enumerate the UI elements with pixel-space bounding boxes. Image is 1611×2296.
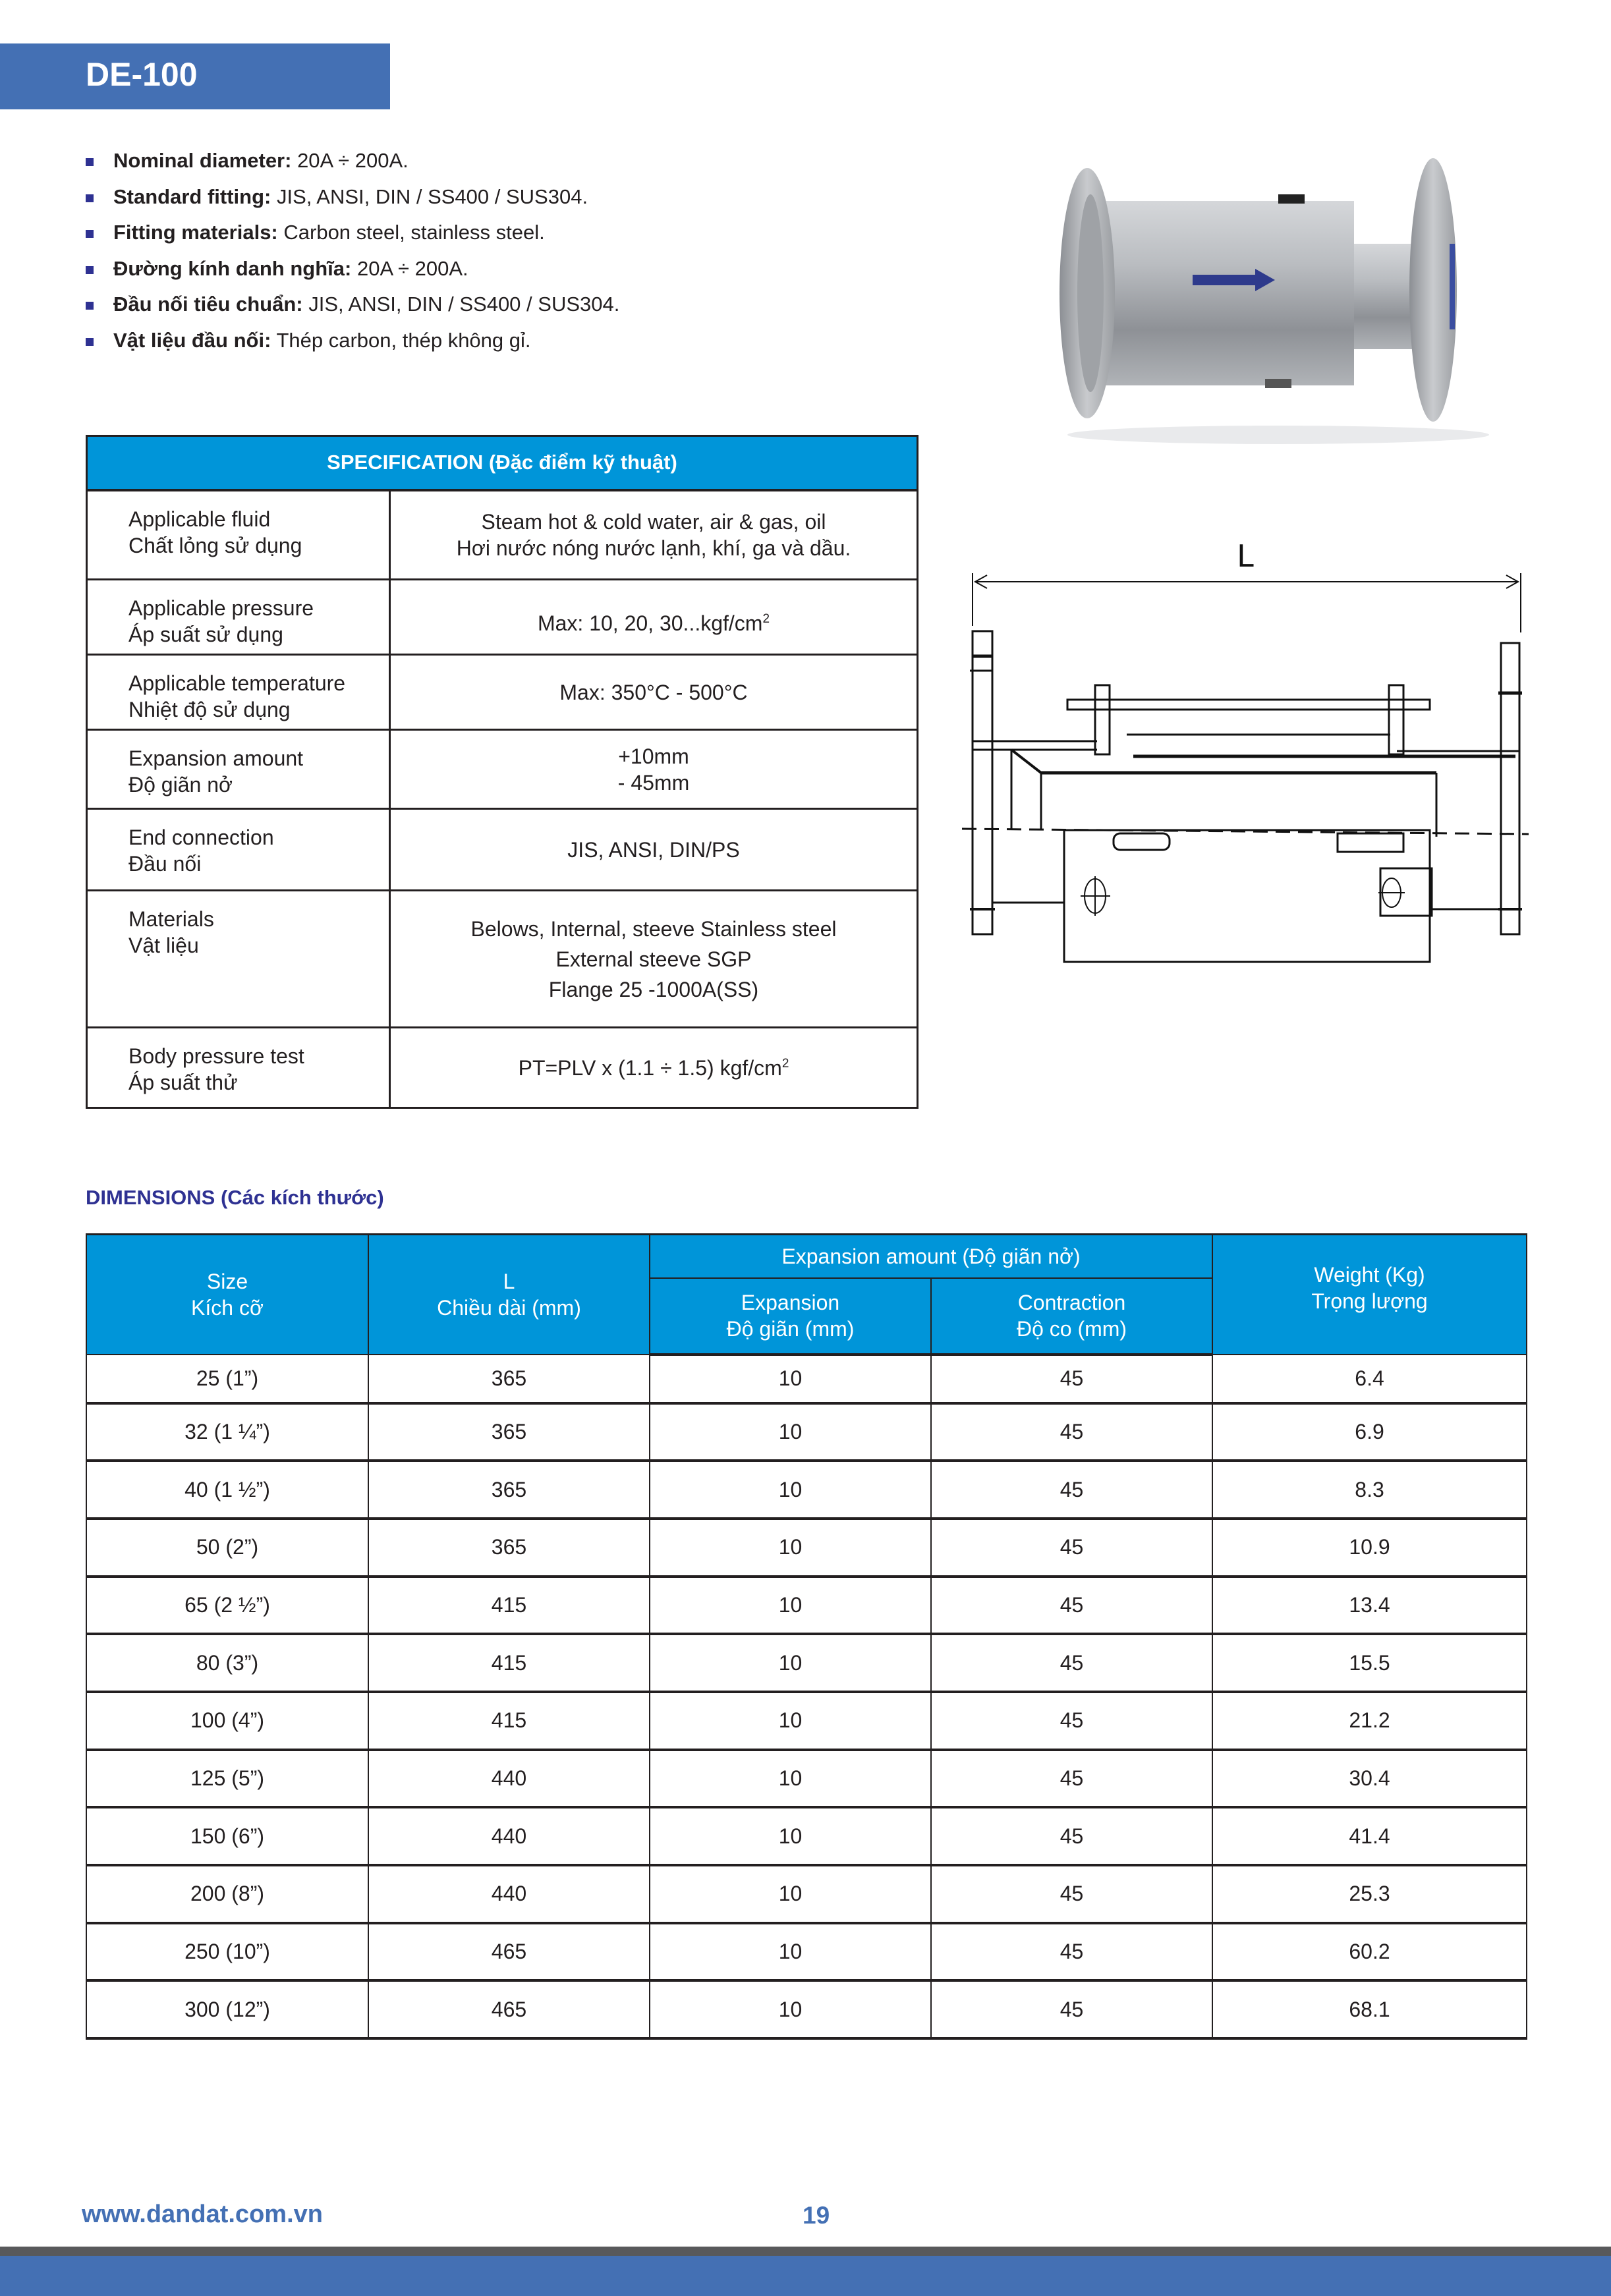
bullet-square-icon <box>86 194 94 202</box>
table-cell: 365 <box>368 1461 650 1519</box>
table-cell: 365 <box>368 1403 650 1461</box>
page-number: 19 <box>803 2202 830 2229</box>
website-link[interactable]: www.dandat.com.vn <box>82 2200 323 2228</box>
table-cell: 60.2 <box>1212 1923 1527 1981</box>
spec-row: Expansion amount Độ giãn nở +10mm - 45mm <box>87 730 918 809</box>
table-cell: 40 (1 ½”) <box>86 1461 368 1519</box>
table-cell: 45 <box>931 1692 1212 1750</box>
table-row <box>86 1692 1527 1750</box>
table-row <box>86 1865 1527 1923</box>
table-row <box>86 1355 1527 1403</box>
spec-row: Materials Vật liệu Belows, Internal, steeve Stainless steel External steeve SGP Flange 25 -1000A(SS) <box>87 891 918 1028</box>
spec-row: Applicable temperature Nhiệt độ sử dụng Max: 350°C - 500°C <box>87 655 918 730</box>
specification-table <box>86 435 919 1109</box>
product-photo <box>949 145 1542 455</box>
table-cell: 415 <box>368 1577 650 1635</box>
table-cell: 365 <box>368 1519 650 1577</box>
col-expansion-group: Expansion amount (Độ giãn nở) <box>650 1235 1212 1278</box>
table-cell: 465 <box>368 1980 650 2038</box>
table-cell: 200 (8”) <box>86 1865 368 1923</box>
col-expansion: Expansion Độ giãn (mm) <box>650 1278 931 1355</box>
table-cell: 10 <box>650 1865 931 1923</box>
feature-item: Fitting materials: Carbon steel, stainless steel. <box>86 217 619 253</box>
footer-band-dark <box>0 2247 1611 2256</box>
table-cell: 45 <box>931 1403 1212 1461</box>
table-cell: 80 (3”) <box>86 1634 368 1692</box>
table-cell: 250 (10”) <box>86 1923 368 1981</box>
spec-row: Body pressure test Áp suất thử PT=PLV x (1.1 ÷ 1.5) kgf/$cm^2$ <box>87 1028 918 1108</box>
table-cell: 6.4 <box>1212 1355 1527 1403</box>
table-cell: 45 <box>931 1577 1212 1635</box>
table-cell: 440 <box>368 1750 650 1808</box>
spec-row: Applicable fluid Chất lỏng sử dụng Steam hot & cold water, air & gas, oil Hơi nước nóng nước lạnh, khí, ga và dầu. <box>87 490 918 580</box>
table-cell: 25.3 <box>1212 1865 1527 1923</box>
table-cell: 10 <box>650 1980 931 2038</box>
table-cell: 32 (1 ¼”) <box>86 1403 368 1461</box>
bullet-square-icon <box>86 230 94 238</box>
feature-item: Nominal diameter: 20A ÷ 200A. <box>86 145 619 181</box>
feature-item: Vật liệu đầu nối: Thép carbon, thép không gỉ. <box>86 325 619 361</box>
table-cell: 150 (6”) <box>86 1807 368 1865</box>
table-cell: 13.4 <box>1212 1577 1527 1635</box>
table-cell: 415 <box>368 1692 650 1750</box>
footer-band <box>0 2256 1611 2296</box>
feature-item: Standard fitting: JIS, ANSI, DIN / SS400 / SUS304. <box>86 181 619 217</box>
bullet-square-icon <box>86 266 94 274</box>
dimension-label: L <box>1237 538 1254 574</box>
col-length: L Chiều dài (mm) <box>368 1235 650 1355</box>
table-cell: 10 <box>650 1403 931 1461</box>
table-cell: 300 (12”) <box>86 1980 368 2038</box>
table-row <box>86 1923 1527 1981</box>
table-cell: 10 <box>650 1807 931 1865</box>
table-row <box>86 1634 1527 1692</box>
feature-item: Đường kính danh nghĩa: 20A ÷ 200A. <box>86 253 619 289</box>
spec-row: Applicable pressure Áp suất sử dụng Max: 10, 20, $30...kgf/cm^2$ <box>87 580 918 655</box>
table-cell: 440 <box>368 1865 650 1923</box>
table-row <box>86 1807 1527 1865</box>
bullet-square-icon <box>86 338 94 346</box>
dimensions-table <box>86 1233 1527 2040</box>
table-cell: 10 <box>650 1923 931 1981</box>
title-bar <box>0 43 390 109</box>
table-cell: 10 <box>650 1355 931 1403</box>
bullet-square-icon <box>86 158 94 166</box>
table-cell: 45 <box>931 1634 1212 1692</box>
col-contraction: Contraction Độ co (mm) <box>931 1278 1212 1355</box>
table-cell: 10 <box>650 1692 931 1750</box>
table-cell: 45 <box>931 1807 1212 1865</box>
table-cell: 15.5 <box>1212 1634 1527 1692</box>
table-cell: 30.4 <box>1212 1750 1527 1808</box>
table-cell: 6.9 <box>1212 1403 1527 1461</box>
table-row <box>86 1750 1527 1808</box>
table-cell: 45 <box>931 1355 1212 1403</box>
table-row <box>86 1461 1527 1519</box>
table-cell: 50 (2”) <box>86 1519 368 1577</box>
table-cell: 10 <box>650 1461 931 1519</box>
table-cell: 10 <box>650 1750 931 1808</box>
table-cell: 45 <box>931 1923 1212 1981</box>
feature-item: Đầu nối tiêu chuẩn: JIS, ANSI, DIN / SS400 / SUS304. <box>86 289 619 325</box>
table-cell: 21.2 <box>1212 1692 1527 1750</box>
table-cell: 100 (4”) <box>86 1692 368 1750</box>
table-cell: 45 <box>931 1865 1212 1923</box>
table-cell: 10.9 <box>1212 1519 1527 1577</box>
table-cell: 65 (2 ½”) <box>86 1577 368 1635</box>
table-cell: 45 <box>931 1519 1212 1577</box>
table-cell: 41.4 <box>1212 1807 1527 1865</box>
bullet-square-icon <box>86 302 94 310</box>
table-cell: 415 <box>368 1634 650 1692</box>
col-weight: Weight (Kg) Trọng lượng <box>1212 1235 1527 1355</box>
table-row <box>86 1577 1527 1635</box>
model-title: DE-100 <box>86 56 198 93</box>
table-cell: 465 <box>368 1923 650 1981</box>
col-size: Size Kích cỡ <box>86 1235 368 1355</box>
dimensions-title: DIMENSIONS (Các kích thước) <box>86 1186 384 1209</box>
table-row <box>86 1519 1527 1577</box>
spec-row: End connection Đầu nối JIS, ANSI, DIN/PS <box>87 809 918 891</box>
feature-list <box>86 145 619 360</box>
spec-table-title: SPECIFICATION (Đặc điểm kỹ thuật) <box>87 436 918 490</box>
table-cell: 68.1 <box>1212 1980 1527 2038</box>
table-cell: 10 <box>650 1577 931 1635</box>
table-row <box>86 1980 1527 2038</box>
table-cell: 125 (5”) <box>86 1750 368 1808</box>
technical-drawing <box>949 527 1542 988</box>
table-cell: 10 <box>650 1519 931 1577</box>
table-cell: 45 <box>931 1750 1212 1808</box>
table-row <box>86 1403 1527 1461</box>
table-cell: 440 <box>368 1807 650 1865</box>
table-cell: 10 <box>650 1634 931 1692</box>
table-cell: 8.3 <box>1212 1461 1527 1519</box>
table-cell: 45 <box>931 1980 1212 2038</box>
table-cell: 365 <box>368 1355 650 1403</box>
table-cell: 25 (1”) <box>86 1355 368 1403</box>
table-cell: 45 <box>931 1461 1212 1519</box>
